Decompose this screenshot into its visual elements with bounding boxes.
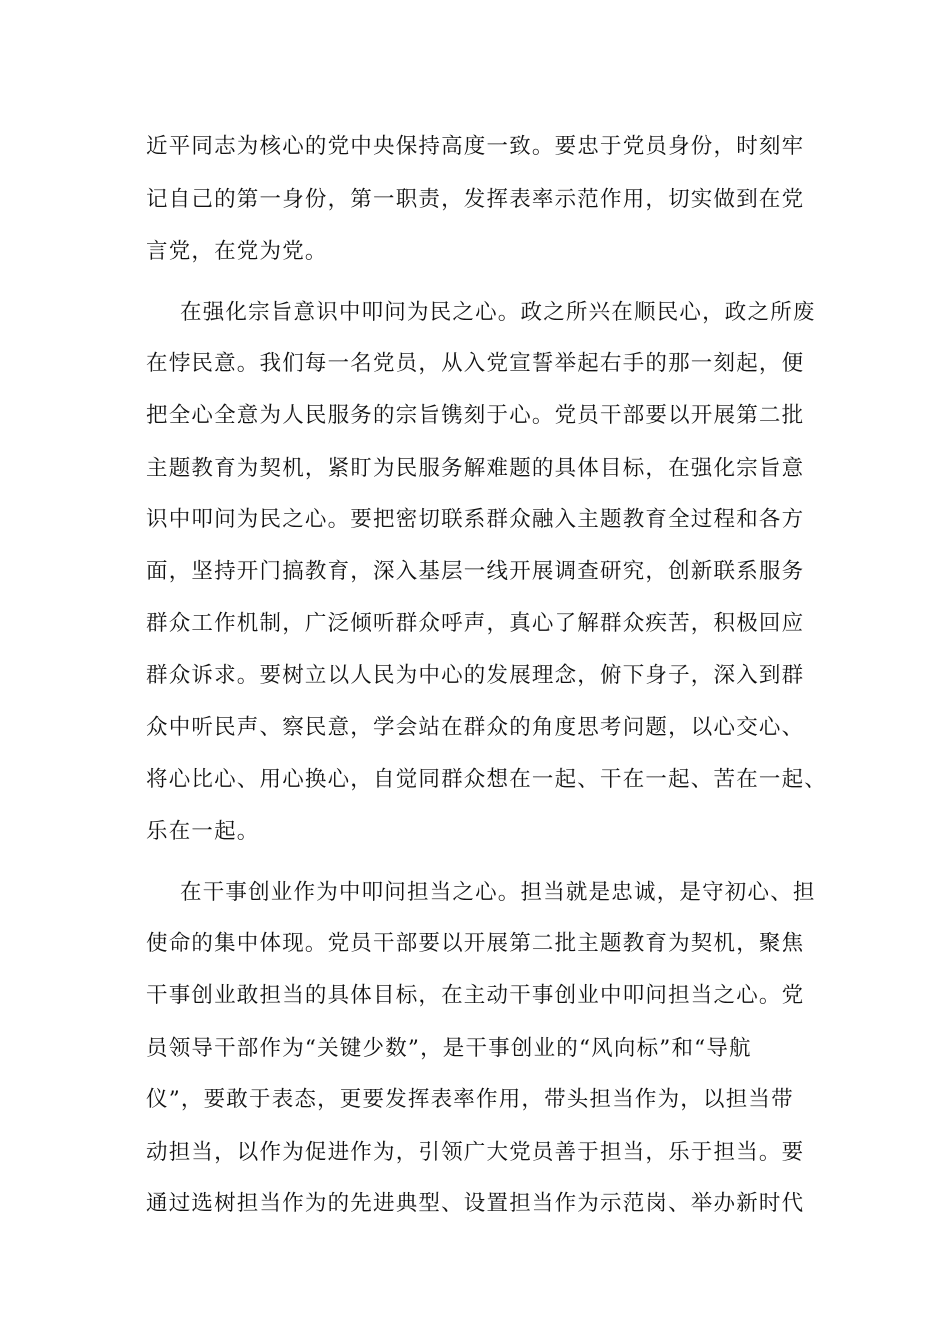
text-line: 群众诉求。要树立以人民为中心的发展理念，俯下身子，深入到群 — [146, 663, 805, 688]
text-line: 员领导干部作为“关键少数”，是干事创业的“风向标”和“导航 — [146, 1036, 752, 1061]
text-line: 众中听民声、察民意，学会站在群众的角度思考问题，以心交心、 — [146, 715, 805, 740]
text-line: 近平同志为核心的党中央保持高度一致。要忠于党员身份，时刻牢 — [146, 134, 805, 159]
text-line: 识中叩问为民之心。要把密切联系群众融入主题教育全过程和各方 — [146, 507, 805, 532]
text-line: 仪”，要敢于表态，更要发挥表率作用，带头担当作为，以担当带 — [146, 1087, 794, 1112]
text-line: 群众工作机制，广泛倾听群众呼声，真心了解群众疾苦，积极回应 — [146, 611, 805, 636]
text-line: 言党，在党为党。 — [146, 239, 328, 264]
text-line: 干事创业敢担当的具体目标，在主动干事创业中叩问担当之心。党 — [146, 983, 805, 1008]
text-line: 记自己的第一身份，第一职责，发挥表率示范作用，切实做到在党 — [146, 187, 805, 212]
text-line: 动担当，以作为促进作为，引领广大党员善于担当，乐于担当。要 — [146, 1140, 805, 1165]
text-line: 将心比心、用心换心，自觉同群众想在一起、干在一起、苦在一起、 — [146, 767, 828, 792]
text-line: 在悖民意。我们每一名党员，从入党宣誓举起右手的那一刻起，便 — [146, 351, 805, 376]
text-line: 主题教育为契机，紧盯为民服务解难题的具体目标，在强化宗旨意 — [146, 456, 805, 481]
text-line: 使命的集中体现。党员干部要以开展第二批主题教育为契机，聚焦 — [146, 931, 805, 956]
text-line: 乐在一起。 — [146, 819, 260, 844]
text-line: 面，坚持开门搞教育，深入基层一线开展调查研究，创新联系服务 — [146, 559, 805, 584]
text-line: 在干事创业作为中叩问担当之心。担当就是忠诚，是守初心、担 — [180, 880, 816, 905]
text-line: 在强化宗旨意识中叩问为民之心。政之所兴在顺民心，政之所废 — [180, 300, 816, 325]
text-line: 通过选树担当作为的先进典型、设置担当作为示范岗、举办新时代 — [146, 1191, 805, 1216]
text-line: 把全心全意为人民服务的宗旨镌刻于心。党员干部要以开展第二批 — [146, 403, 805, 428]
